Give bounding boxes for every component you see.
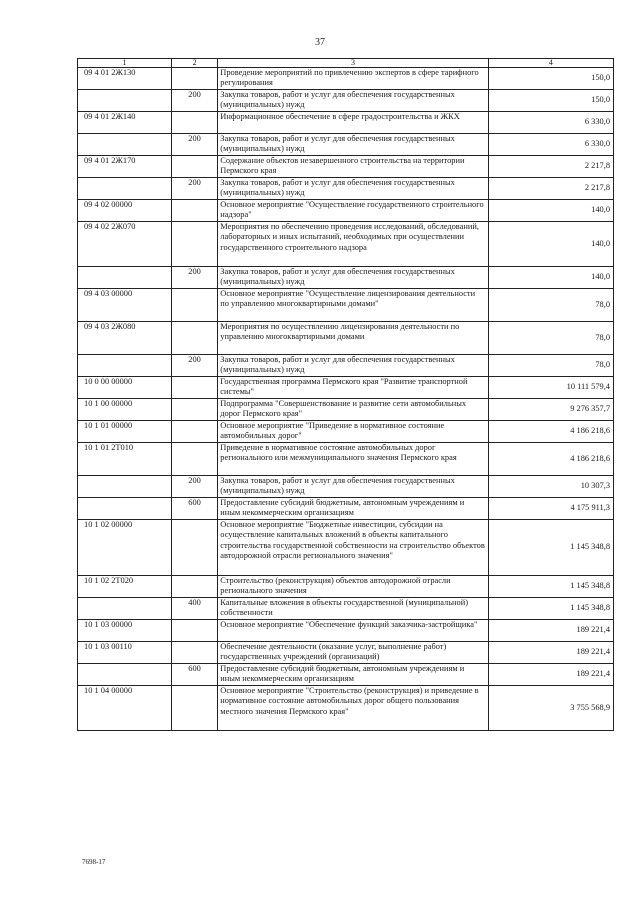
expense-type-code: 200 [171, 475, 217, 497]
budget-classification-code: 09 4 01 2Ж130 [78, 68, 172, 90]
amount-value: 189 221,4 [488, 663, 613, 685]
item-description: Информационное обеспечение в сфере градостроительства и ЖКХ [218, 112, 489, 134]
expense-type-code [171, 519, 217, 575]
amount-value: 2 217,8 [488, 178, 613, 200]
amount-value: 6 330,0 [488, 112, 613, 134]
item-description: Содержание объектов незавершенного строительства на территории Пермского края [218, 156, 489, 178]
item-description: Мероприятия по осуществлению лицензирования деятельности по управлению многоквартирными домами [218, 321, 489, 354]
budget-classification-code: 10 0 00 00000 [78, 376, 172, 398]
amount-value: 6 330,0 [488, 134, 613, 156]
item-description: Проведение мероприятий по привлечению экспертов в сфере тарифного регулирования [218, 68, 489, 90]
column-header: 1 [78, 59, 172, 68]
table-row [78, 134, 614, 156]
item-description: Обеспечение деятельности (оказание услуг, выполнение работ) государственных учреждений (организаций) [218, 641, 489, 663]
budget-classification-code [78, 266, 172, 288]
table-body [78, 68, 614, 731]
expense-type-code [171, 641, 217, 663]
item-description: Закупка товаров, работ и услуг для обеспечения государственных (муниципальных) нужд [218, 266, 489, 288]
item-description: Закупка товаров, работ и услуг для обеспечения государственных (муниципальных) нужд [218, 354, 489, 376]
expense-type-code [171, 221, 217, 266]
amount-value: 189 221,4 [488, 641, 613, 663]
item-description: Закупка товаров, работ и услуг для обеспечения государственных (муниципальных) нужд [218, 134, 489, 156]
table-row [78, 178, 614, 200]
table-row [78, 398, 614, 420]
expense-type-code [171, 442, 217, 475]
item-description: Основное мероприятие "Строительство (реконструкция) и приведение в нормативное состояние автомобильных дорог общего пользования местного значения Пермского края" [218, 685, 489, 730]
budget-classification-code [78, 497, 172, 519]
amount-value: 78,0 [488, 288, 613, 321]
budget-classification-code [78, 597, 172, 619]
item-description: Основное мероприятие "Приведение в нормативное состояние автомобильных дорог" [218, 420, 489, 442]
amount-value: 140,0 [488, 221, 613, 266]
amount-value: 2 217,8 [488, 156, 613, 178]
budget-classification-code [78, 475, 172, 497]
budget-classification-code: 09 4 01 2Ж140 [78, 112, 172, 134]
item-description: Основное мероприятие "Осуществление лицензирования деятельности по управлению многоквартирными домами" [218, 288, 489, 321]
page-number: 37 [315, 37, 325, 48]
budget-classification-code [78, 354, 172, 376]
expense-type-code: 200 [171, 134, 217, 156]
expense-type-code: 200 [171, 178, 217, 200]
table-row [78, 266, 614, 288]
table-row [78, 376, 614, 398]
table-row [78, 90, 614, 112]
amount-value: 140,0 [488, 266, 613, 288]
expense-type-code: 200 [171, 354, 217, 376]
item-description: Основное мероприятие "Обеспечение функций заказчика-застройщика" [218, 619, 489, 641]
document-footer-code: 7698-17 [82, 858, 106, 866]
amount-value: 4 186 218,6 [488, 420, 613, 442]
budget-classification-code: 09 4 01 2Ж170 [78, 156, 172, 178]
item-description: Приведение в нормативное состояние автомобильных дорог регионального или межмуниципального значения Пермского края [218, 442, 489, 475]
amount-value: 140,0 [488, 200, 613, 222]
budget-classification-code: 10 1 01 2Т010 [78, 442, 172, 475]
table-row [78, 619, 614, 641]
amount-value: 9 276 357,7 [488, 398, 613, 420]
expense-type-code [171, 68, 217, 90]
table-row [78, 321, 614, 354]
item-description: Предоставление субсидий бюджетным, автономным учреждениям и иным некоммерческим организациям [218, 497, 489, 519]
item-description: Предоставление субсидий бюджетным, автономным учреждениям и иным некоммерческим организациям [218, 663, 489, 685]
amount-value: 78,0 [488, 354, 613, 376]
table-row [78, 641, 614, 663]
table-row [78, 519, 614, 575]
expense-type-code [171, 321, 217, 354]
budget-classification-code: 09 4 03 00000 [78, 288, 172, 321]
expense-type-code [171, 420, 217, 442]
item-description: Подпрограмма "Совершенствование и развитие сети автомобильных дорог Пермского края" [218, 398, 489, 420]
amount-value: 4 175 911,3 [488, 497, 613, 519]
amount-value: 1 145 348,8 [488, 519, 613, 575]
budget-classification-code: 10 1 02 2Т020 [78, 575, 172, 597]
budget-classification-code: 10 1 03 00000 [78, 619, 172, 641]
table-row [78, 200, 614, 222]
expense-type-code [171, 685, 217, 730]
expense-type-code: 400 [171, 597, 217, 619]
expense-type-code [171, 619, 217, 641]
column-header: 4 [488, 59, 613, 68]
table-row [78, 475, 614, 497]
amount-value: 78,0 [488, 321, 613, 354]
item-description: Государственная программа Пермского края "Развитие транспортной системы" [218, 376, 489, 398]
expense-type-code [171, 200, 217, 222]
budget-classification-code: 10 1 00 00000 [78, 398, 172, 420]
column-header: 2 [171, 59, 217, 68]
table-row [78, 597, 614, 619]
budget-classification-code: 09 4 02 2Ж070 [78, 221, 172, 266]
expense-type-code [171, 398, 217, 420]
item-description: Капитальные вложения в объекты государственной (муниципальной) собственности [218, 597, 489, 619]
budget-classification-code: 10 1 01 00000 [78, 420, 172, 442]
table-row [78, 354, 614, 376]
expense-type-code [171, 288, 217, 321]
item-description: Основное мероприятие "Осуществление государственного строительного надзора" [218, 200, 489, 222]
amount-value: 1 145 348,8 [488, 597, 613, 619]
expense-type-code [171, 112, 217, 134]
budget-classification-code: 09 4 03 2Ж080 [78, 321, 172, 354]
table-header-row [78, 59, 614, 68]
table-row [78, 442, 614, 475]
table-row [78, 663, 614, 685]
table-row [78, 575, 614, 597]
item-description: Закупка товаров, работ и услуг для обеспечения государственных (муниципальных) нужд [218, 475, 489, 497]
item-description: Основное мероприятие "Бюджетные инвестиции, субсидии на осуществление капитальных вложений в объекты капитального строительства государственной собственности на строительство объектов автодорожной отрасли регионального значения" [218, 519, 489, 575]
item-description: Строительство (реконструкция) объектов автодорожной отрасли регионального значения [218, 575, 489, 597]
column-header: 3 [218, 59, 489, 68]
expense-type-code: 600 [171, 497, 217, 519]
amount-value: 4 186 218,6 [488, 442, 613, 475]
amount-value: 3 755 568,9 [488, 685, 613, 730]
item-description: Закупка товаров, работ и услуг для обеспечения государственных (муниципальных) нужд [218, 90, 489, 112]
table-row [78, 497, 614, 519]
budget-classification-code [78, 134, 172, 156]
amount-value: 10 111 579,4 [488, 376, 613, 398]
table-row [78, 68, 614, 90]
table-row [78, 685, 614, 730]
amount-value: 10 307,3 [488, 475, 613, 497]
budget-classification-code: 10 1 03 00110 [78, 641, 172, 663]
amount-value: 1 145 348,8 [488, 575, 613, 597]
amount-value: 150,0 [488, 68, 613, 90]
table-row [78, 420, 614, 442]
expense-type-code: 600 [171, 663, 217, 685]
table-row [78, 221, 614, 266]
item-description: Закупка товаров, работ и услуг для обеспечения государственных (муниципальных) нужд [218, 178, 489, 200]
table-row [78, 112, 614, 134]
budget-classification-code [78, 178, 172, 200]
budget-classification-code: 10 1 04 00000 [78, 685, 172, 730]
amount-value: 189 221,4 [488, 619, 613, 641]
budget-table [77, 58, 614, 731]
expense-type-code [171, 156, 217, 178]
budget-classification-code [78, 90, 172, 112]
expense-type-code [171, 575, 217, 597]
budget-classification-code: 10 1 02 00000 [78, 519, 172, 575]
expense-type-code: 200 [171, 90, 217, 112]
item-description: Мероприятия по обеспечению проведения исследований, обследований, лабораторных и иных испытаний, необходимых при осуществлении государственного строительного надзора [218, 221, 489, 266]
expense-type-code: 200 [171, 266, 217, 288]
table-row [78, 156, 614, 178]
budget-classification-code [78, 663, 172, 685]
amount-value: 150,0 [488, 90, 613, 112]
expense-type-code [171, 376, 217, 398]
budget-classification-code: 09 4 02 00000 [78, 200, 172, 222]
table-row [78, 288, 614, 321]
